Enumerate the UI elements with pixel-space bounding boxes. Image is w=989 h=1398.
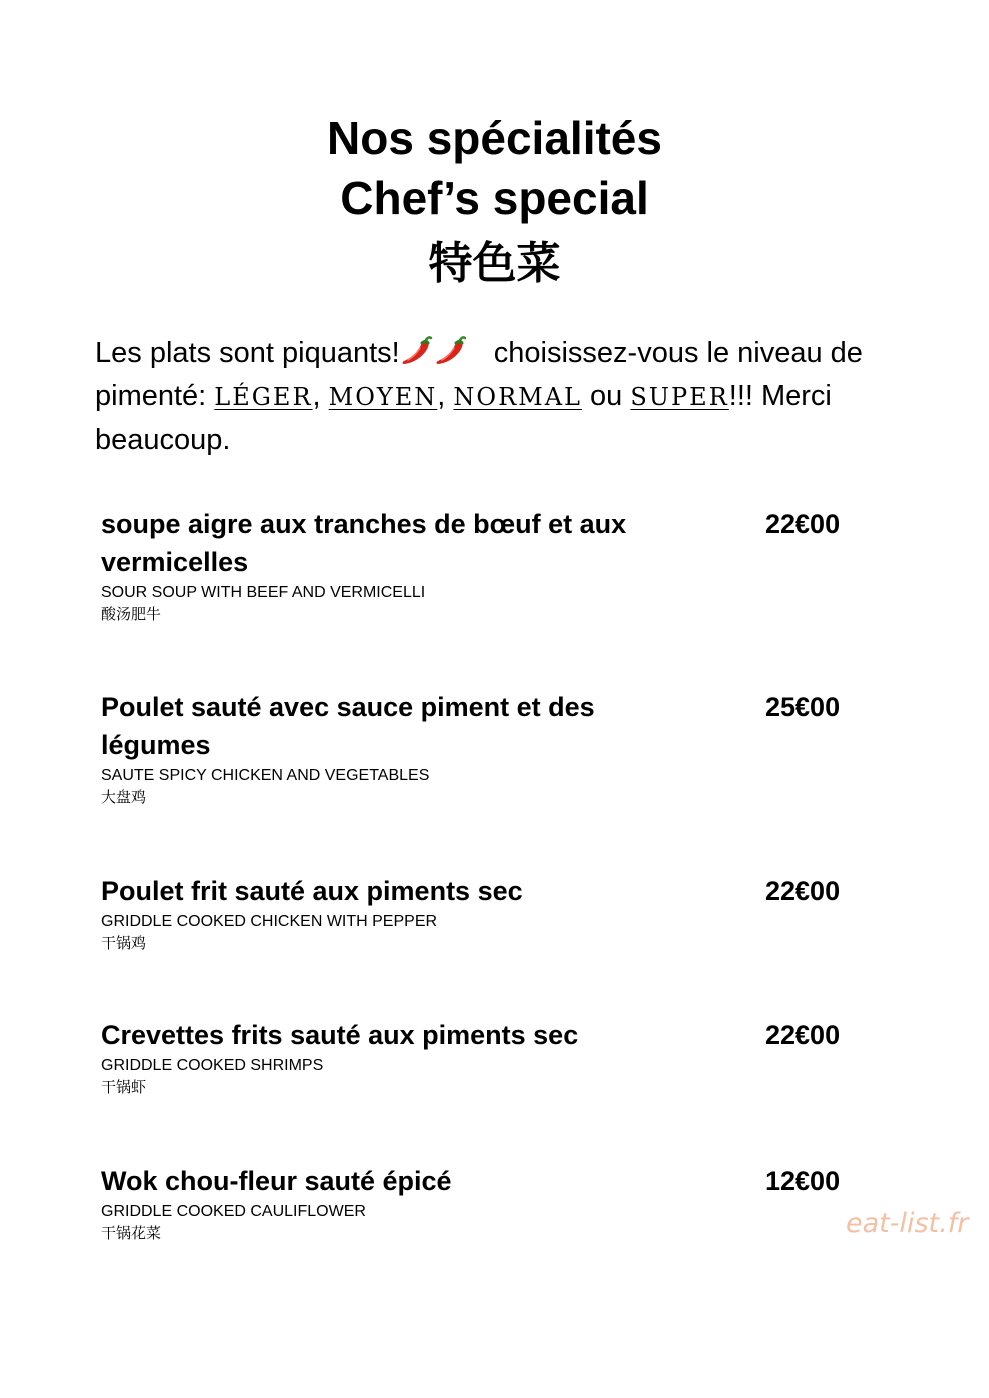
dish-price: 12€00 — [765, 1166, 841, 1196]
intro-text-start: Les plats sont piquants! — [95, 337, 400, 369]
watermark: eat-list.fr — [846, 1208, 969, 1239]
spice-level-normal: NORMAL — [453, 383, 582, 411]
page-header — [0, 108, 989, 300]
title-chinese: 特色菜 — [428, 238, 561, 289]
dish-name-french: Wok chou-fleur sauté épicé — [101, 1166, 452, 1196]
dish-name-chinese: 大盘鸡 — [101, 788, 147, 806]
chili-peppers — [400, 332, 468, 375]
chili-pepper-icon — [434, 334, 468, 368]
spice-level-medium: MOYEN — [328, 383, 438, 411]
intro-text-end: !!! Merci beaucoup. — [95, 380, 832, 456]
dish-name-english: GRIDDLE COOKED CAULIFLOWER — [101, 1203, 366, 1220]
dish-name-english: SAUTE SPICY CHICKEN AND VEGETABLES — [101, 767, 430, 784]
dish-name-english: GRIDDLE COOKED CHICKEN WITH PEPPER — [101, 913, 438, 930]
dish-price: 25€00 — [765, 692, 841, 722]
menu-item — [101, 872, 861, 954]
menu-item — [101, 688, 861, 808]
intro-text-middle: choisissez-vous le niveau de pimenté: — [95, 337, 863, 412]
dish-name-chinese: 酸汤肥牛 — [101, 605, 162, 623]
dish-price: 22€00 — [765, 876, 841, 906]
chili-pepper-icon — [400, 334, 434, 368]
title-french: Nos spécialités — [327, 112, 662, 164]
menu-item — [101, 1016, 861, 1098]
menu-item — [101, 505, 861, 625]
dish-name-french: Poulet frit sauté aux piments sec — [101, 876, 523, 906]
separator: , — [312, 380, 329, 412]
dish-name-chinese: 干锅鸡 — [101, 934, 147, 952]
separator: ou — [581, 380, 631, 412]
menu-item — [101, 1162, 861, 1244]
dish-name-french: Crevettes frits sauté aux piments sec — [101, 1020, 579, 1050]
dish-name-english: SOUR SOUP WITH BEEF AND VERMICELLI — [101, 584, 426, 601]
dish-price: 22€00 — [765, 1020, 841, 1050]
dish-name-french: Poulet sauté avec sauce piment et des légumes — [101, 692, 595, 760]
dish-name-chinese: 干锅花菜 — [101, 1224, 162, 1242]
dish-name-chinese: 干锅虾 — [101, 1078, 147, 1096]
separator: , — [437, 380, 454, 412]
spice-level-super: SUPER — [630, 383, 729, 411]
spice-level-notice — [95, 332, 875, 462]
spice-level-light: LÉGER — [214, 383, 313, 411]
dish-name-english: GRIDDLE COOKED SHRIMPS — [101, 1057, 324, 1074]
dish-name-french: soupe aigre aux tranches de bœuf et aux vermicelles — [101, 509, 627, 577]
title-english: Chef’s special — [340, 172, 649, 224]
dish-price: 22€00 — [765, 509, 841, 539]
